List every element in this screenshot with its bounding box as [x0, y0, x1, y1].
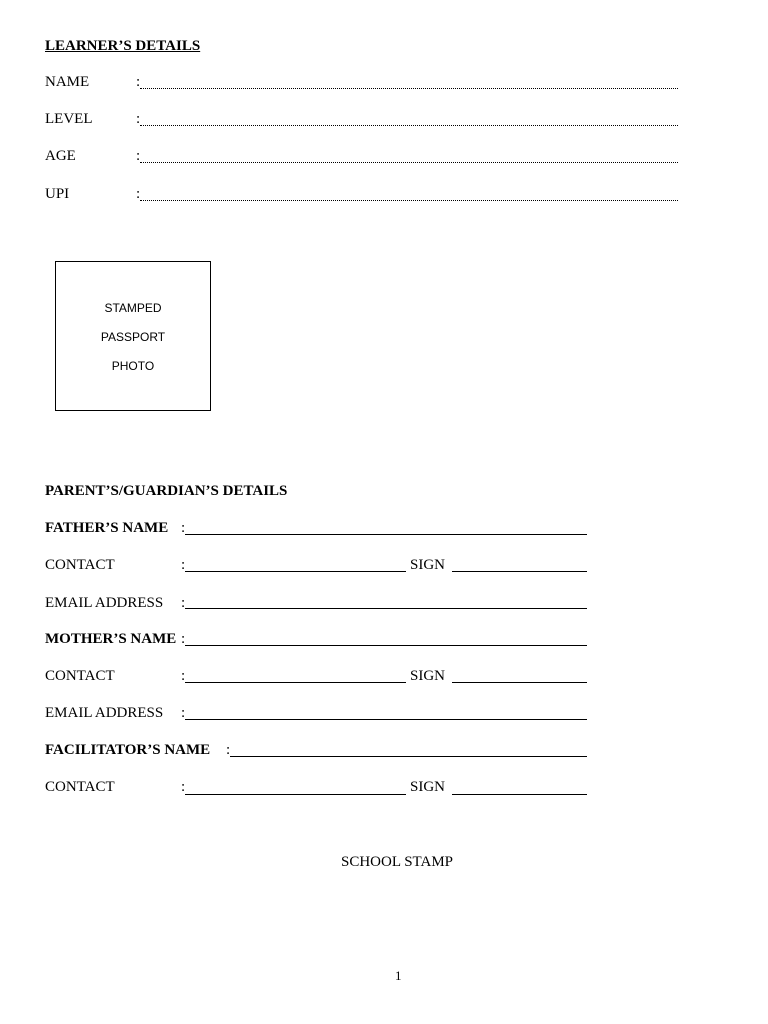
father-contact-label: CONTACT — [45, 557, 115, 573]
facilitator-name-field[interactable] — [230, 756, 587, 757]
learner-age-colon: : — [136, 148, 141, 164]
learner-name-label: NAME — [45, 74, 90, 90]
parent-details-heading: PARENT’S/GUARDIAN’S DETAILS — [45, 483, 288, 499]
father-email-field[interactable] — [185, 608, 587, 609]
learner-details-heading: LEARNER’S DETAILS — [45, 38, 201, 54]
father-email-label: EMAIL ADDRESS — [45, 595, 164, 611]
photo-box-line-3: PHOTO — [111, 359, 155, 373]
mother-name-label: MOTHER’S NAME — [45, 631, 177, 647]
page-number: 1 — [395, 968, 402, 983]
facilitator-sign-field[interactable] — [452, 794, 587, 795]
mother-name-colon: : — [181, 631, 186, 647]
father-name-field[interactable] — [185, 534, 587, 535]
father-contact-field[interactable] — [185, 571, 406, 572]
mother-sign-field[interactable] — [452, 682, 587, 683]
mother-email-colon: : — [181, 705, 186, 721]
mother-sign-label: SIGN — [410, 668, 446, 684]
mother-contact-label: CONTACT — [45, 668, 115, 684]
facilitator-sign-label: SIGN — [410, 779, 446, 795]
learner-upi-field[interactable] — [140, 200, 678, 201]
photo-box-line-1: STAMPED — [104, 301, 162, 315]
learner-level-label: LEVEL — [45, 111, 93, 127]
mother-email-field[interactable] — [185, 719, 587, 720]
learner-age-field[interactable] — [140, 162, 678, 163]
passport-photo-box — [55, 261, 211, 411]
learner-upi-label: UPI — [45, 186, 70, 202]
father-sign-field[interactable] — [452, 571, 587, 572]
facilitator-contact-field[interactable] — [185, 794, 406, 795]
father-sign-label: SIGN — [410, 557, 446, 573]
father-email-colon: : — [181, 595, 186, 611]
mother-email-label: EMAIL ADDRESS — [45, 705, 164, 721]
facilitator-contact-colon: : — [181, 779, 186, 795]
learner-name-field[interactable] — [140, 88, 678, 89]
father-name-colon: : — [181, 520, 186, 536]
mother-name-field[interactable] — [185, 645, 587, 646]
school-stamp-label: SCHOOL STAMP — [341, 854, 454, 870]
learner-name-colon: : — [136, 74, 141, 90]
photo-box-line-2: PASSPORT — [100, 330, 166, 344]
facilitator-name-label: FACILITATOR’S NAME — [45, 742, 211, 758]
mother-contact-colon: : — [181, 668, 186, 684]
facilitator-contact-label: CONTACT — [45, 779, 115, 795]
learner-level-field[interactable] — [140, 125, 678, 126]
learner-upi-colon: : — [136, 186, 141, 202]
father-contact-colon: : — [181, 557, 186, 573]
mother-contact-field[interactable] — [185, 682, 406, 683]
father-name-label: FATHER’S NAME — [45, 520, 169, 536]
facilitator-name-colon: : — [226, 742, 231, 758]
learner-level-colon: : — [136, 111, 141, 127]
learner-age-label: AGE — [45, 148, 76, 164]
